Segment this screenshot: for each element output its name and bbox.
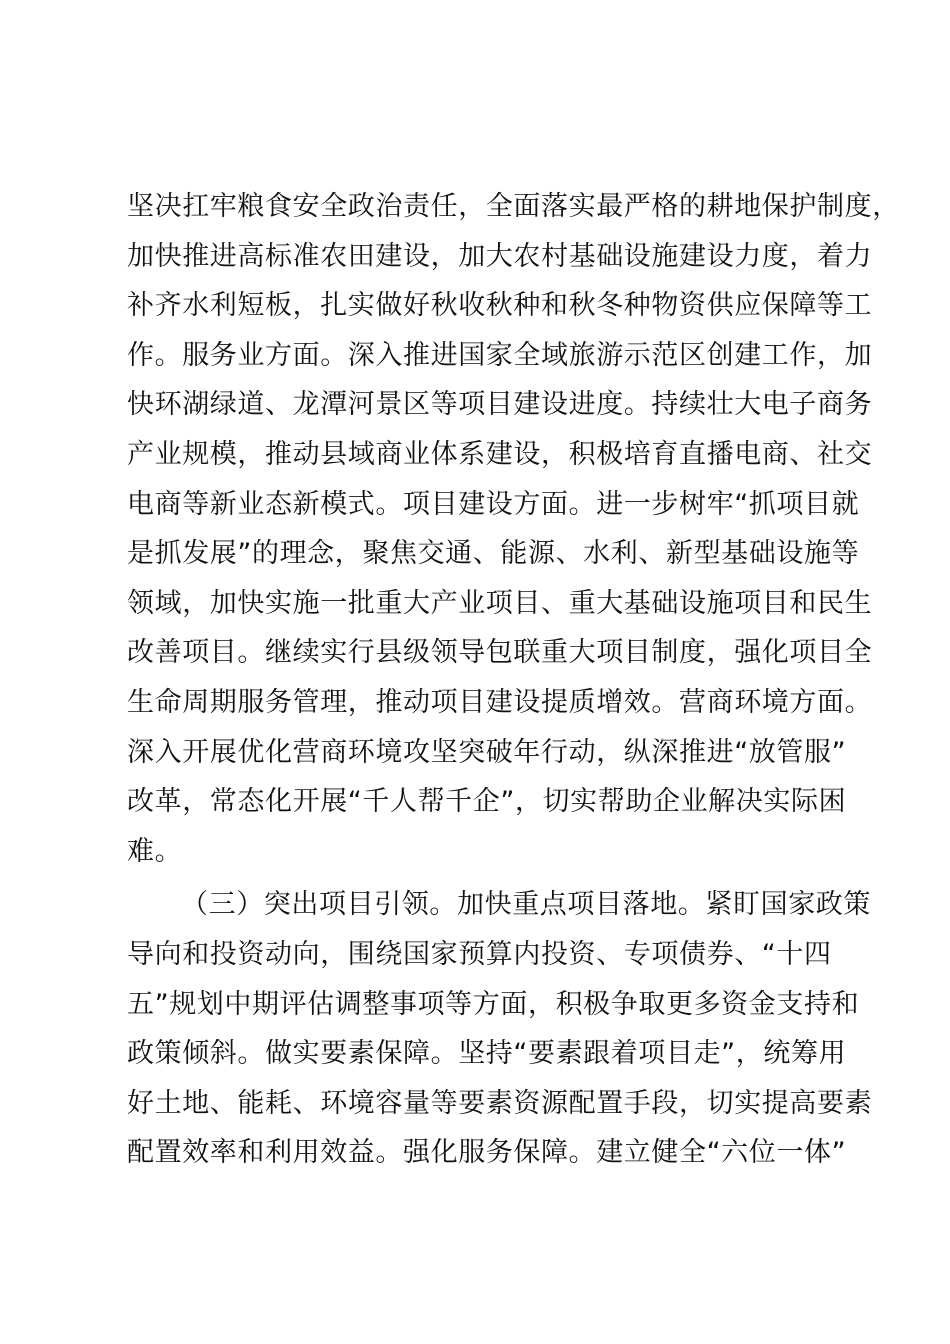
paragraph-line: 五”规划中期评估调整事项等方面，积极争取更多资金支持和 — [127, 988, 860, 1020]
paragraph-line: 导向和投资动向，围绕国家预算内投资、专项债券、“十四 — [127, 938, 832, 970]
paragraph-line: 电商等新业态新模式。项目建设方面。进一步树牢“抓项目就 — [127, 488, 860, 520]
paragraph-line: 改善项目。继续实行县级领导包联重大项目制度，强化项目全 — [127, 637, 873, 669]
paragraph-line: （三）突出项目引领。加快重点项目落地。紧盯国家政策 — [181, 889, 871, 921]
paragraph-line: 补齐水利短板，扎实做好秋收秋种和秋冬种物资供应保障等工 — [127, 290, 873, 322]
paragraph-line: 作。服务业方面。深入推进国家全域旅游示范区创建工作，加 — [127, 339, 873, 371]
paragraph-line: 政策倾斜。做实要素保障。坚持“要素跟着项目走”，统筹用 — [127, 1038, 847, 1070]
paragraph-line: 改革，常态化开展“千人帮千企”，切实帮助企业解决实际困 — [127, 786, 847, 818]
paragraph-2 — [127, 880, 873, 1178]
paragraph-line: 坚决扛牢粮食安全政治责任，全面落实最严格的耕地保护制度， — [127, 191, 900, 222]
paragraph-line: 深入开展优化营商环境攻坚突破年行动，纵深推进“放管服” — [127, 736, 847, 768]
paragraph-line: 难。 — [127, 835, 183, 867]
paragraph-line: 快环湖绿道、龙潭河景区等项目建设进度。持续壮大电子商务 — [127, 389, 873, 421]
paragraph-line: 是抓发展”的理念，聚焦交通、能源、水利、新型基础设施等 — [127, 538, 860, 570]
paragraph-line: 加快推进高标准农田建设，加大农村基础设施建设力度，着力 — [127, 240, 873, 272]
paragraph-line: 配置效率和利用效益。强化服务保障。建立健全“六位一体” — [127, 1137, 847, 1169]
paragraph-line: 产业规模，推动县域商业体系建设，积极培育直播电商、社交 — [127, 438, 873, 470]
paragraph-1 — [127, 182, 900, 876]
paragraph-line: 好土地、能耗、环境容量等要素资源配置手段，切实提高要素 — [127, 1087, 873, 1119]
paragraph-line: 生命周期服务管理，推动项目建设提质增效。营商环境方面。 — [127, 686, 873, 718]
body-text — [127, 182, 900, 1178]
paragraph-line: 领域，加快实施一批重大产业项目、重大基础设施项目和民生 — [127, 587, 873, 619]
